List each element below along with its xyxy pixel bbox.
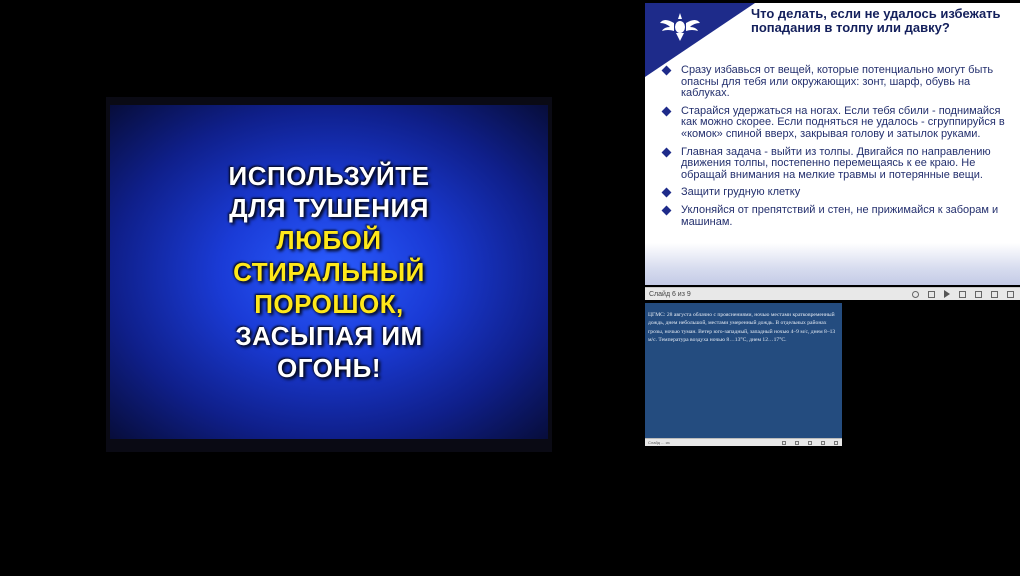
- slide-status-bar: [645, 287, 1020, 300]
- list-item: [661, 205, 1013, 228]
- mini-comments-icon[interactable]: [795, 441, 799, 445]
- diamond-bullet-icon: [662, 66, 672, 76]
- mini-slideshow-icon[interactable]: [834, 441, 838, 445]
- list-item: [661, 187, 1013, 199]
- normal-view-icon[interactable]: [959, 291, 966, 298]
- bullet-text: Защити грудную клетку: [681, 186, 801, 199]
- video-line-2: ДЛЯ ТУШЕНИЯ: [229, 193, 429, 223]
- bullet-text: Старайся удержаться на ногах. Если тебя сбили - поднимайся как можно скорее. Если подняться не удалось - сгруппируйся в «комок» спиной вверх, закрывая голову и затылок руками.: [681, 104, 1005, 140]
- slideshow-icon[interactable]: [1007, 291, 1014, 298]
- slide-header: [645, 3, 1020, 63]
- video-caption: [229, 160, 430, 384]
- emergency-emblem-icon: [657, 10, 703, 44]
- mini-notes-icon[interactable]: [782, 441, 786, 445]
- diamond-bullet-icon: [662, 106, 672, 116]
- comments-icon[interactable]: [928, 291, 935, 298]
- diamond-bullet-icon: [662, 147, 672, 157]
- presentation-slide: [645, 3, 1020, 285]
- list-item: [661, 65, 1013, 100]
- list-item: [661, 106, 1013, 141]
- video-line-1: ИСПОЛЬЗУЙТЕ: [228, 161, 430, 191]
- list-item: [661, 147, 1013, 182]
- reading-view-icon[interactable]: [991, 291, 998, 298]
- bullet-text: Главная задача - выйти из толпы. Двигайся по направлению движения толпы, постепенно перемещаясь к ее краю. Не обращай внимания на мелкие травмы и потерянные вещи.: [681, 145, 991, 181]
- slide-title: Что делать, если не удалось избежать попадания в толпу или давку?: [751, 6, 1001, 35]
- bullet-text: Сразу избавься от вещей, которые потенциально могут быть опасны для тебя или окружающих: зонт, шарф, обувь на каблуках.: [681, 64, 994, 100]
- video-line-4: СТИРАЛЬНЫЙ: [233, 257, 425, 287]
- mini-status-bar: [645, 438, 842, 446]
- mini-status-controls: [779, 441, 838, 445]
- slide-decor-band: [645, 243, 1020, 285]
- video-line-6: ЗАСЫПАЯ ИМ: [235, 321, 423, 351]
- video-player[interactable]: [106, 97, 552, 452]
- mini-sorter-icon[interactable]: [821, 441, 825, 445]
- video-line-3: ЛЮБОЙ: [276, 225, 382, 255]
- diamond-bullet-icon: [662, 188, 672, 198]
- slide-sorter-icon[interactable]: [975, 291, 982, 298]
- bullet-text: Уклоняйся от препятствий и стен, не прижимайся к заборам и машинам.: [681, 203, 999, 228]
- notes-icon[interactable]: [912, 291, 919, 298]
- video-line-5: ПОРОШОК,: [254, 289, 404, 319]
- video-line-7: ОГОНЬ!: [277, 353, 381, 383]
- slide-counter: Слайд 6 из 9: [649, 290, 691, 298]
- diamond-bullet-icon: [662, 205, 672, 215]
- weather-text: ЦГМС: 28 августа облачно с прояснениями, ночью местами кратковременный дождь, днем небольшой, местами умеренный дождь. В отдельных районах грозы, ночью туман. Ветер юго-западный, западный ночью 4–9 м/с, днем 8–13 м/с. Температура воздуха ночью 8…13°С, днем 12…17°С.: [648, 312, 836, 344]
- bullet-list: [661, 65, 1013, 234]
- status-bar-controls: [912, 290, 1014, 298]
- mini-slide: [645, 303, 842, 438]
- video-screen: [110, 105, 548, 439]
- mini-slide-counter: Слайд ... из: [648, 440, 670, 445]
- play-icon[interactable]: [944, 290, 950, 298]
- mini-normal-view-icon[interactable]: [808, 441, 812, 445]
